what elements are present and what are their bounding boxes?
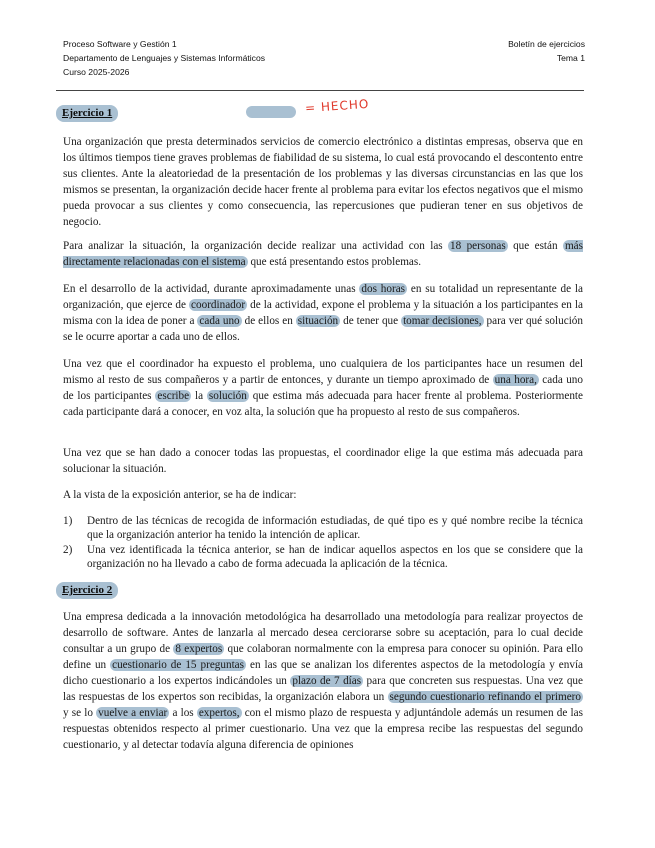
exercise-2-title: Ejercicio 2 [56,582,118,599]
exercise-1-paragraph-6: A la vista de la exposición anterior, se ha de indicar: [63,489,297,501]
highlight: vuelve a enviar [98,707,168,719]
highlight: expertos, [198,707,240,719]
exercise-1-paragraph-4: Una vez que el coordinador ha expuesto el problema, uno cualquiera de los participantes hace un resumen del mismo al resto de sus compañeros y a partir de entonces, y durante un tiempo aproximado de una hora, cada uno de los participantes escribe la solución que estima más adecuada para hacer frente al problema. Posteriormente cada participante dará a conocer, en voz alta, la solución que ha propuesto al resto de sus compañeros. [63,358,583,418]
department: Departamento de Lenguajes y Sistemas Informáticos [63,53,266,63]
exercise-1-title: Ejercicio 1 [56,105,118,122]
exercise-1-paragraph-5: Una vez que se han dado a conocer todas las propuestas, el coordinador elige la que estima más adecuada para solucionar la situación. [63,447,583,475]
handwritten-annotation: = HECHO [304,96,370,116]
exercise-2-paragraph-1: Una empresa dedicada a la innovación metodológica ha desarrollado una metodología para realizar proyectos de desarrollo de software. Antes de lanzarla al mercado desea cerciorarse sobre su aceptación, para lo cual decide consultar a un grupo de 8 expertos que colaboran normalmente con la empresa para conocer su opinión. Para ello define un cuestionario de 15 preguntas en las que se analizan los diferentes aspectos de la metodología y envía dicho cuestionario a los expertos indicándoles un plazo de 7 días para que concreten sus respuestas. Una vez que las respuestas de los expertos son recibidas, la organización elabora un segundo cuestionario refinando el primero y se lo vuelve a enviar a los expertos, con el mismo plazo de respuesta y adjuntándole además un resumen de las respuestas obtenidos respecto al primer cuestionario. Una vez que la empresa recibe las respuestas del segundo cuestionario, y al detectar todavía alguna diferencia de opiniones [63,611,584,751]
exercise-1-paragraph-3: En el desarrollo de la actividad, durante aproximadamente unas dos horas en su totalidad un representante de la organización, que ejerce de coordinador de la actividad, expone el problema y la situación a los participantes en la misma con la idea de poner a cada uno de ellos en situación de tener que tomar decisiones, para ver qué solución se le ocurre aportar a cada uno de ellos. [63,283,583,343]
header-right [508,37,585,65]
header-divider [56,90,584,91]
highlight: tomar decisiones, [403,315,482,327]
highlight: escribe [157,390,190,402]
exercise-1-paragraph-1: Una organización que presta determinados servicios de comercio electrónico a distintas empresas, observa que en los últimos tiempos tiene graves problemas de fiabilidad de su sistema, lo cual está provocando el descontento entre sus clientes. Ante la aleatoriedad de la presentación de los problemas y las diversas circunstancias en las que los mismos se presentan, la organización decide hacer frente al problema para evitar los efectos negativos que el mismo pueda provocar a sus clientes y como consecuencia, las repercusiones que pudieran tener en sus objetivos de negocio. [63,136,583,228]
highlight: segundo cuestionario refinando el primero [389,691,581,703]
highlight: plazo de 7 días [292,675,362,687]
highlight: cada uno [199,315,240,327]
highlight: una hora, [494,374,537,386]
highlight: 18 personas [450,240,506,252]
highlight: cuestionario de 15 preguntas [112,659,245,671]
exercise-1-questions [63,514,583,572]
academic-year: Curso 2025-2026 [63,67,130,77]
list-item: 1) Dentro de las técnicas de recogida de información estudiadas, de qué tipo es y qué nombre recibe la técnica que la organización anterior ha tenido la intención de aplicar. [63,515,583,541]
highlight: solución [208,390,247,402]
header-left [63,37,265,79]
highlight: 8 expertos [175,643,223,655]
highlight: más directamente relacionadas con el sistema [63,240,583,268]
highlight: coordinador [191,299,246,311]
course-name: Proceso Software y Gestión 1 [63,39,177,49]
highlight: situación [297,315,339,327]
highlight-mark [246,106,296,118]
document-title: Boletín de ejercicios [508,39,585,49]
topic-label: Tema 1 [556,53,585,63]
list-item: 2) Una vez identificada la técnica anterior, se han de indicar aquellos aspectos en los que se considere que la organización no ha llevado a cabo de forma adecuada la aplicación de la técnica. [63,544,583,570]
highlight: dos horas [361,283,406,295]
exercise-1-paragraph-2: Para analizar la situación, la organización decide realizar una actividad con las 18 personas que están más directamente relacionadas con el sistema que está presentando estos problemas. [63,240,583,268]
